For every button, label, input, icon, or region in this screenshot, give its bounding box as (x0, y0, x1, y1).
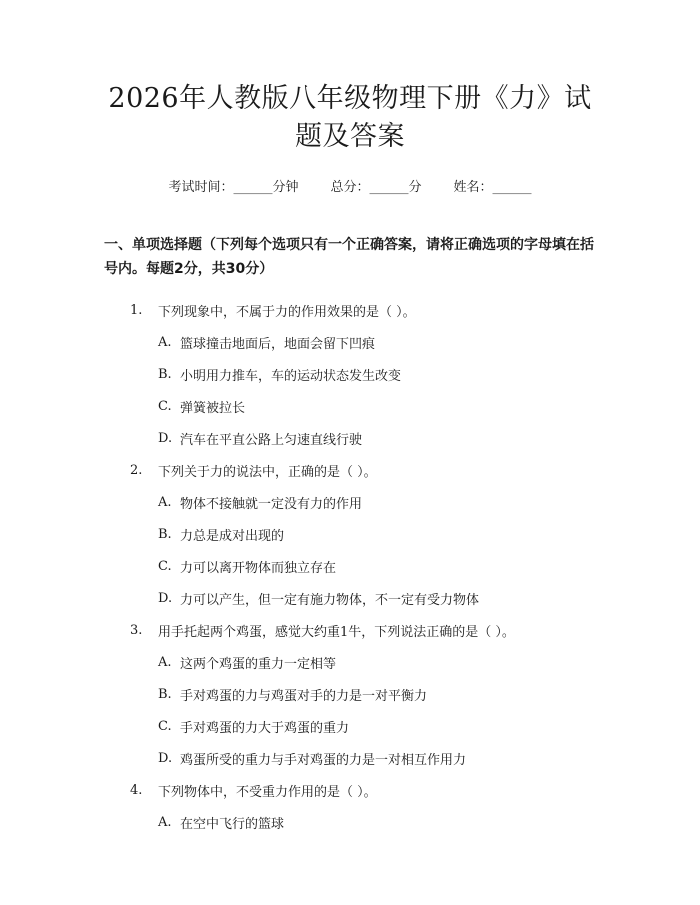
question-item (104, 614, 596, 646)
question-item (104, 774, 596, 806)
option-letter: A. (158, 334, 172, 350)
option-text: 这两个鸡蛋的重力一定相等 (180, 656, 337, 672)
question-item (104, 294, 596, 326)
option-text: 手对鸡蛋的力与鸡蛋对手的力是一对平衡力 (180, 688, 428, 704)
option-letter: B. (158, 686, 172, 702)
option-text: 篮球撞击地面后，地面会留下凹痕 (180, 336, 376, 352)
document-title: 2026年人教版八年级物理下册《力》试题及答案 (108, 83, 592, 152)
option-text: 鸡蛋所受的重力与手对鸡蛋的力是一对相互作用力 (180, 752, 467, 768)
question-list (104, 294, 596, 838)
option-letter: B. (158, 366, 172, 382)
question-text: 用手托起两个鸡蛋，感觉大约重1牛，下列说法正确的是（ ）。 (158, 624, 515, 640)
option-text: 小明用力推车，车的运动状态发生改变 (180, 368, 402, 384)
option-letter: D. (158, 750, 173, 766)
option-item (104, 646, 596, 678)
question-number: 4. (130, 782, 143, 798)
option-letter: A. (158, 654, 172, 670)
option-item (104, 806, 596, 838)
question-number: 2. (130, 462, 143, 478)
option-item (104, 582, 596, 614)
option-letter: C. (158, 398, 172, 414)
option-letter: D. (158, 590, 173, 606)
question-text: 下列物体中，不受重力作用的是（ ）。 (158, 784, 377, 800)
option-text: 弹簧被拉长 (180, 400, 246, 416)
question-number: 1. (130, 302, 143, 318)
option-text: 在空中飞行的篮球 (180, 816, 285, 832)
option-letter: A. (158, 494, 172, 510)
option-item (104, 486, 596, 518)
section-heading: 一、单项选择题（下列每个选项只有一个正确答案，请将正确选项的字母填在括号内。每题2分，共30分） (104, 237, 594, 277)
exam-time: 考试时间：______分钟 (168, 180, 299, 195)
question-item (104, 454, 596, 486)
option-text: 物体不接触就一定没有力的作用 (180, 496, 363, 512)
question-text: 下列关于力的说法中，正确的是（ ）。 (158, 464, 377, 480)
student-name: 姓名：______ (453, 180, 532, 195)
option-item (104, 710, 596, 742)
question-text: 下列现象中，不属于力的作用效果的是（ ）。 (158, 304, 416, 320)
exam-meta (104, 176, 596, 195)
option-text: 力总是成对出现的 (180, 528, 285, 544)
option-item (104, 678, 596, 710)
option-item (104, 550, 596, 582)
option-item (104, 422, 596, 454)
option-text: 手对鸡蛋的力大于鸡蛋的重力 (180, 720, 350, 736)
question-number: 3. (130, 622, 143, 638)
option-letter: C. (158, 718, 172, 734)
option-item (104, 390, 596, 422)
option-letter: D. (158, 430, 173, 446)
option-letter: C. (158, 558, 172, 574)
option-item (104, 742, 596, 774)
option-text: 力可以离开物体而独立存在 (180, 560, 337, 576)
option-letter: B. (158, 526, 172, 542)
option-item (104, 326, 596, 358)
option-item (104, 358, 596, 390)
total-score: 总分：______分 (330, 180, 422, 195)
option-letter: A. (158, 814, 172, 830)
option-item (104, 518, 596, 550)
option-text: 汽车在平直公路上匀速直线行驶 (180, 432, 363, 448)
option-text: 力可以产生，但一定有施力物体，不一定有受力物体 (180, 592, 480, 608)
